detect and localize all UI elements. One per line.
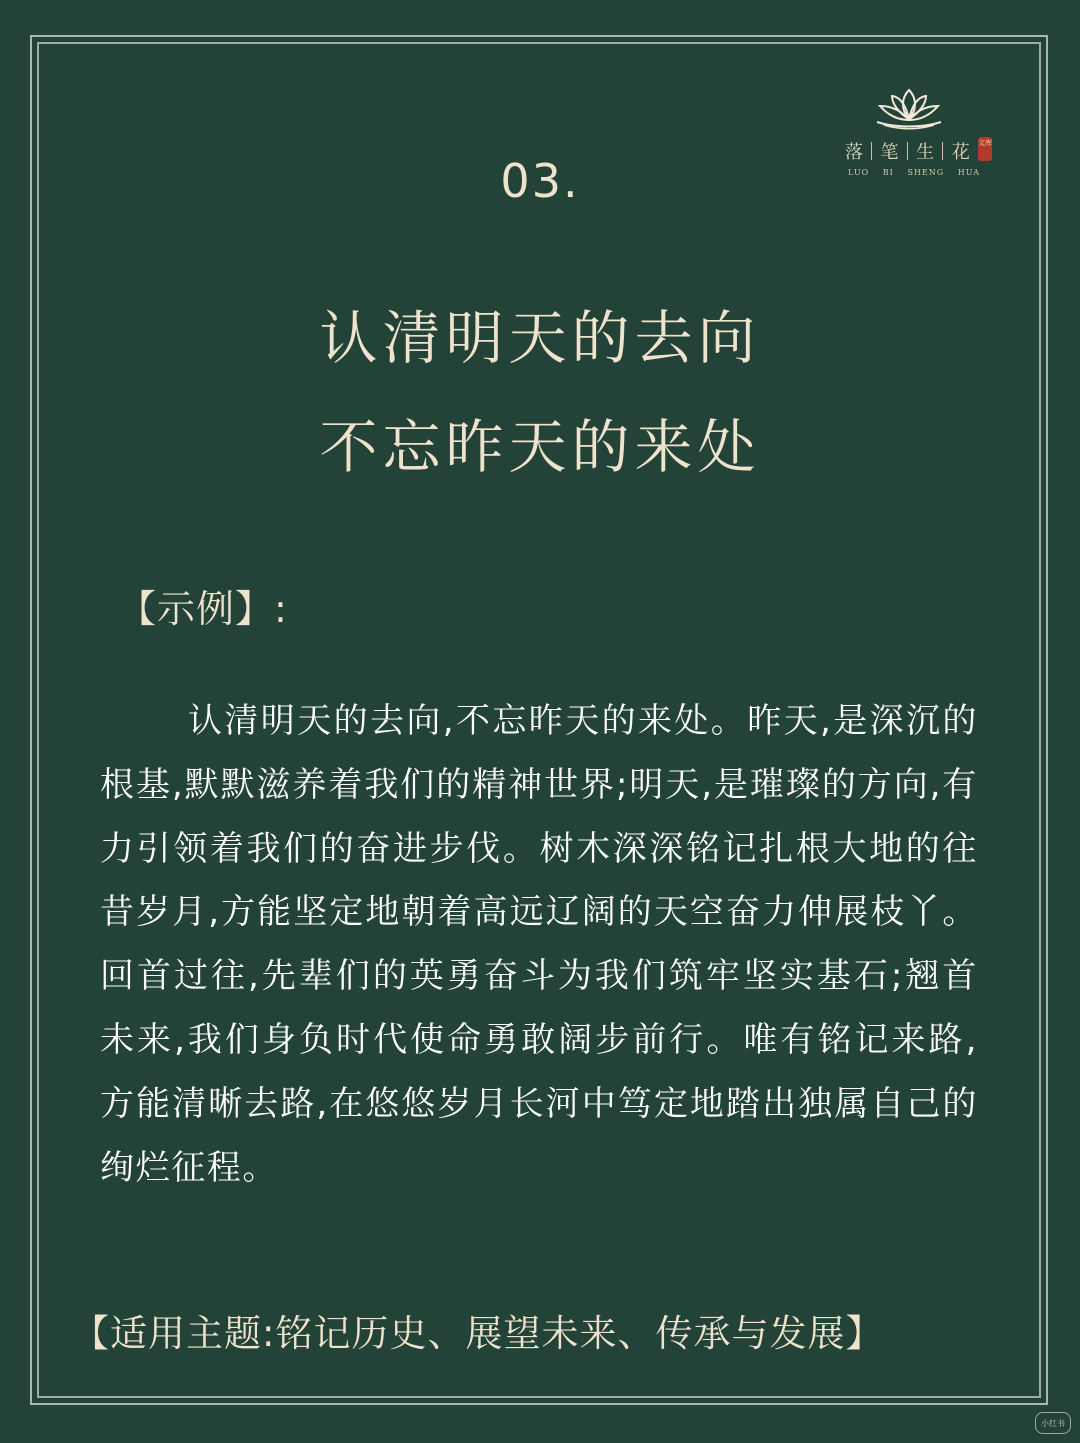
pinyin-hua: HUA — [957, 168, 980, 177]
xiaohongshu-watermark: 小红书 — [1035, 1412, 1071, 1434]
red-seal-icon: 文库 — [978, 137, 992, 161]
pinyin-bi: BI — [882, 168, 894, 177]
brand-char-luo: 落 — [845, 142, 863, 163]
title-line-one: 认清明天的去向 — [319, 304, 761, 372]
pinyin-sheng: SHENG — [907, 168, 945, 177]
example-body-text: 认清明天的去向,不忘昨天的来处。昨天,是深沉的根基,默默滋养着我们的精神世界;明天,是璀璨的方向,有力引领着我们的奋进步伐。树木深深铭记扎根大地的往昔岁月,方能坚定地朝着高远辽阔的天空奋力伸展枝丫。回首过往,先辈们的英勇奋斗为我们筑牢坚实基石;翘首未来,我们身负时代使命勇敢阔步前行。唯有铭记来路,方能清晰去路,在悠悠岁月长河中笃定地踏出独属自己的绚烂征程。 — [100, 701, 978, 1188]
lotus-logo-icon — [872, 86, 946, 132]
brand-char-bi: 笔 — [880, 142, 899, 163]
section-number: 03. — [500, 154, 580, 208]
brand-char-sheng: 生 — [916, 142, 935, 163]
title-line-two: 不忘昨天的来处 — [319, 413, 761, 481]
applicable-theme: 【适用主题:铭记历史、展望未来、传承与发展】 — [72, 1312, 884, 1355]
example-label: 【示例】: — [118, 587, 288, 631]
pinyin-luo: LUO — [848, 168, 870, 177]
brand-char-hua: 花 — [951, 142, 970, 163]
